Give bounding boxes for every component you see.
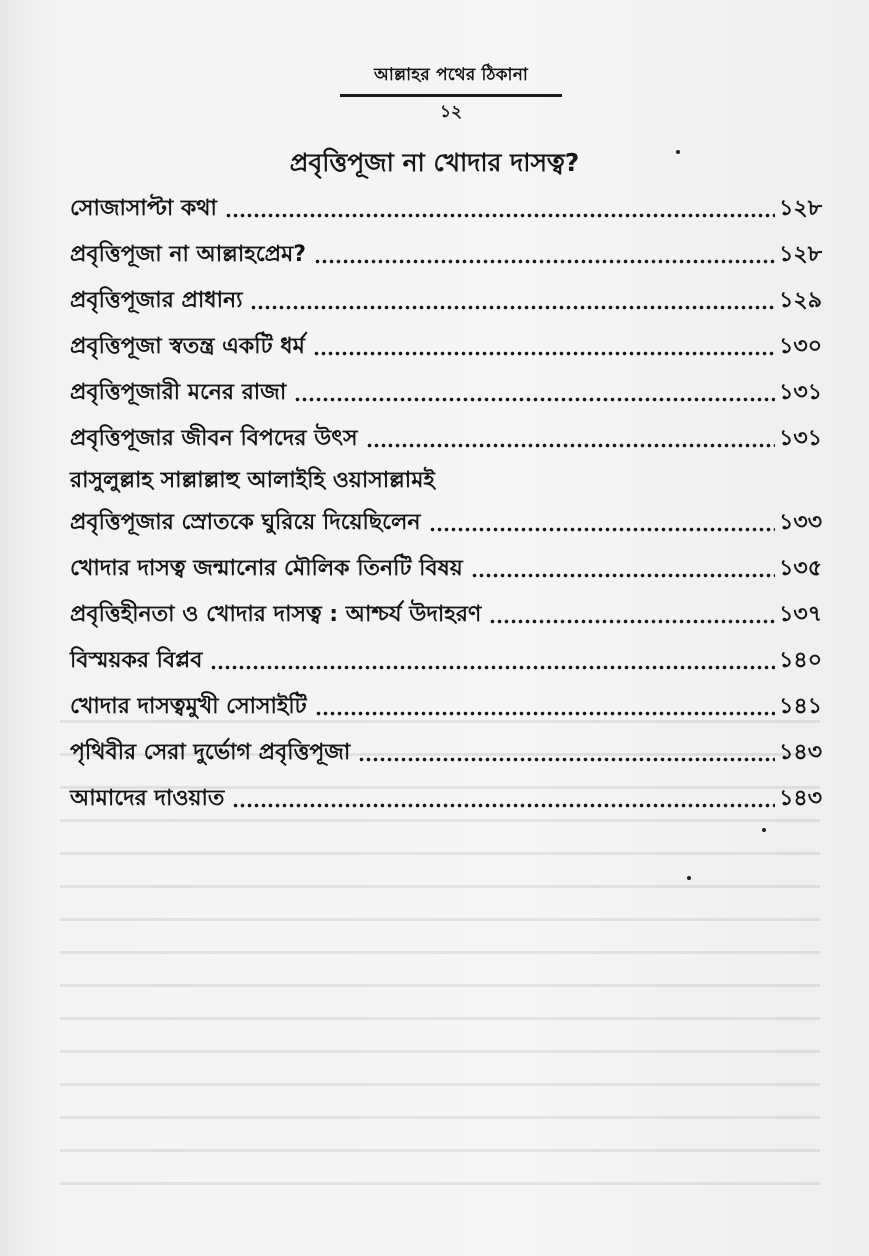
ink-speck (762, 828, 766, 832)
toc-entry-page: ১৪০ (779, 647, 822, 673)
toc-dot-leader (294, 382, 775, 404)
toc-entry[interactable] (70, 462, 822, 500)
toc-dot-leader (358, 742, 775, 764)
header-rule (340, 94, 562, 97)
page-number: ১২ (439, 102, 463, 122)
toc-entry[interactable] (70, 278, 822, 324)
section-title: প্রবৃত্তিপূজা না খোদার দাসত্ব? (289, 148, 580, 177)
toc-dot-leader (366, 428, 776, 450)
toc-entry-page: ১৪৩ (779, 785, 822, 811)
toc-entry[interactable] (70, 416, 822, 462)
toc-entry[interactable] (70, 776, 822, 822)
toc-entry[interactable] (70, 546, 822, 592)
toc-entry-label: সোজাসাপ্টা কথা (70, 195, 217, 221)
running-title: আল্লাহর পথের ঠিকানা (374, 65, 528, 85)
toc-entry[interactable] (70, 370, 822, 416)
toc-dot-leader (313, 336, 775, 358)
toc-entry[interactable] (70, 684, 822, 730)
toc-entry[interactable] (70, 500, 822, 546)
ink-speck (676, 150, 680, 154)
toc-dot-leader (314, 244, 775, 266)
toc-entry-page: ১৩৩ (779, 509, 822, 535)
toc-entry[interactable] (70, 186, 822, 232)
toc-entry-label: আমাদের দাওয়াত (70, 785, 225, 811)
toc-entry-page: ১৩০ (779, 333, 822, 359)
toc-entry-page: ১৪৩ (779, 739, 822, 765)
ink-speck (687, 876, 691, 880)
toc-dot-leader (315, 696, 776, 718)
toc-entry-page: ১৩৫ (779, 555, 822, 581)
toc-entry-page: ১২৯ (779, 287, 822, 313)
toc-entry-page: ১৩১ (779, 425, 822, 451)
toc-entry[interactable] (70, 638, 822, 684)
toc-entry-page: ১৪১ (779, 693, 822, 719)
toc-entry-label: প্রবৃত্তিপূজারী মনের রাজা (70, 379, 287, 405)
toc-entry-label: প্রবৃত্তিপূজার প্রাধান্য (70, 287, 243, 313)
toc-entry[interactable] (70, 730, 822, 776)
toc-dot-leader (210, 650, 775, 672)
toc-entry-label: পৃথিবীর সেরা দুর্ভোগ প্রবৃত্তিপূজা (70, 739, 351, 765)
toc-entry-label: প্রবৃত্তিপূজার জীবন বিপদের উৎস (70, 425, 358, 451)
toc-dot-leader (471, 558, 775, 580)
toc-dot-leader (429, 512, 776, 534)
toc-entry-page: ১২৮ (779, 195, 822, 221)
toc-entry-label: প্রবৃত্তিপূজা স্বতন্ত্র একটি ধর্ম (70, 333, 305, 359)
toc-entry[interactable] (70, 324, 822, 370)
toc-entry-label: প্রবৃত্তিপূজা না আল্লাহপ্রেম? (70, 241, 307, 267)
toc-entry-label: প্রবৃত্তিহীনতা ও খোদার দাসত্ব : আশ্চর্য উদাহরণ (70, 601, 482, 627)
toc-entry-label: খোদার দাসত্ব জন্মানোর মৌলিক তিনটি বিষয় (70, 555, 463, 581)
page-header (340, 62, 562, 127)
toc-entry-label: বিস্ময়কর বিপ্লব (70, 647, 203, 673)
toc-entry[interactable] (70, 592, 822, 638)
toc-entry-label: রাসুলুল্লাহ সাল্লাল্লাহু আলাইহি ওয়াসাল্লামই (70, 467, 435, 493)
toc-entry-label: প্রবৃত্তিপূজার স্রোতকে ঘুরিয়ে দিয়েছিলেন (70, 509, 421, 535)
table-of-contents (70, 186, 822, 822)
toc-dot-leader (250, 290, 775, 312)
toc-dot-leader (489, 604, 775, 626)
toc-entry-label: খোদার দাসত্বমুখী সোসাইটি (70, 693, 307, 719)
toc-entry[interactable] (70, 232, 822, 278)
toc-entry-page: ১২৮ (779, 241, 822, 267)
toc-dot-leader (225, 198, 775, 220)
toc-entry-page: ১৩১ (779, 379, 822, 405)
toc-entry-page: ১৩৭ (779, 601, 822, 627)
toc-dot-leader (232, 788, 775, 810)
